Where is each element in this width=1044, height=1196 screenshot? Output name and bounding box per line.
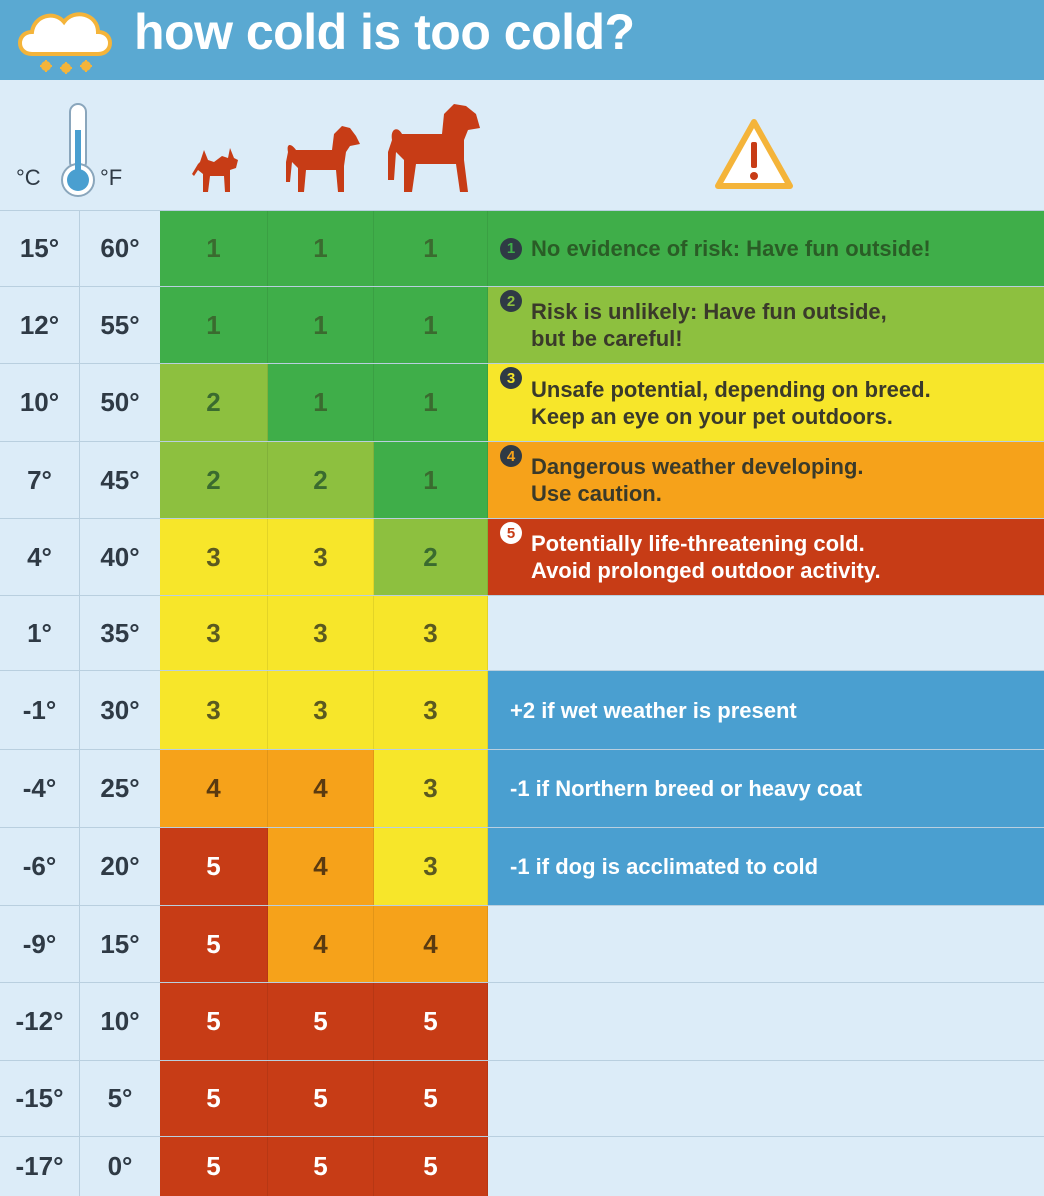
medium-dog-risk-cell: 4	[268, 828, 374, 905]
medium-dog-risk-cell: 2	[268, 442, 374, 518]
small-dog-risk-cell: 5	[160, 906, 268, 982]
table-row	[0, 905, 1044, 982]
small-dog-risk-cell: 1	[160, 211, 268, 286]
celsius-cell: -1°	[0, 671, 80, 749]
table-row	[0, 363, 1044, 441]
celsius-cell: -15°	[0, 1061, 80, 1136]
modifier-note: -1 if Northern breed or heavy coat	[488, 750, 1044, 827]
large-dog-risk-cell: 1	[374, 442, 488, 518]
modifier-note: -1 if dog is acclimated to cold	[488, 828, 1044, 905]
medium-dog-risk-cell: 3	[268, 519, 374, 595]
fahrenheit-cell: 45°	[80, 442, 160, 518]
fahrenheit-cell: 10°	[80, 983, 160, 1060]
large-dog-risk-cell: 1	[374, 364, 488, 441]
small-dog-risk-cell: 4	[160, 750, 268, 827]
modifier-note: +2 if wet weather is present	[488, 671, 1044, 749]
medium-dog-icon	[284, 122, 362, 196]
table-row	[0, 518, 1044, 595]
celsius-cell: 12°	[0, 287, 80, 363]
large-dog-risk-cell: 5	[374, 983, 488, 1060]
fahrenheit-cell: 50°	[80, 364, 160, 441]
legend-text: Potentially life-threatening cold. Avoid prolonged outdoor activity.	[531, 531, 881, 583]
medium-dog-risk-cell: 1	[268, 211, 374, 286]
fahrenheit-cell: 20°	[80, 828, 160, 905]
table-row	[0, 595, 1044, 670]
small-dog-risk-cell: 5	[160, 983, 268, 1060]
celsius-cell: -12°	[0, 983, 80, 1060]
celsius-cell: -17°	[0, 1137, 80, 1196]
legend-level-3	[488, 364, 1044, 441]
celsius-cell: -4°	[0, 750, 80, 827]
large-dog-risk-cell: 5	[374, 1061, 488, 1136]
legend-level-5	[488, 519, 1044, 595]
medium-dog-risk-cell: 5	[268, 983, 374, 1060]
fahrenheit-cell: 55°	[80, 287, 160, 363]
small-dog-risk-cell: 3	[160, 519, 268, 595]
table-row	[0, 827, 1044, 905]
header-bar	[0, 0, 1044, 80]
fahrenheit-cell: 15°	[80, 906, 160, 982]
large-dog-risk-cell: 5	[374, 1137, 488, 1196]
medium-dog-risk-cell: 1	[268, 287, 374, 363]
snow-cloud-icon	[10, 2, 122, 76]
fahrenheit-cell: 40°	[80, 519, 160, 595]
table-row	[0, 210, 1044, 286]
legend-text: Risk is unlikely: Have fun outside, but be careful!	[531, 299, 887, 351]
celsius-cell: 4°	[0, 519, 80, 595]
table-row	[0, 286, 1044, 363]
page-title: how cold is too cold?	[134, 4, 635, 60]
legend-text: No evidence of risk: Have fun outside!	[531, 236, 931, 261]
legend-level-4	[488, 442, 1044, 518]
medium-dog-risk-cell: 3	[268, 596, 374, 670]
fahrenheit-unit-label: °F	[100, 165, 123, 190]
large-dog-risk-cell: 3	[374, 596, 488, 670]
legend-number-badge: 5	[500, 522, 522, 544]
large-dog-risk-cell: 3	[374, 828, 488, 905]
fahrenheit-cell: 25°	[80, 750, 160, 827]
small-dog-risk-cell: 2	[160, 442, 268, 518]
medium-dog-risk-cell: 5	[268, 1061, 374, 1136]
celsius-unit-label: °C	[16, 165, 41, 190]
large-dog-icon	[386, 100, 482, 196]
large-dog-risk-cell: 3	[374, 750, 488, 827]
table-row	[0, 749, 1044, 827]
celsius-cell: 7°	[0, 442, 80, 518]
celsius-cell: 10°	[0, 364, 80, 441]
fahrenheit-cell: 60°	[80, 211, 160, 286]
celsius-cell: -9°	[0, 906, 80, 982]
legend-number-badge: 3	[500, 367, 522, 389]
fahrenheit-cell: 30°	[80, 671, 160, 749]
legend-number-badge: 1	[500, 238, 522, 260]
medium-dog-risk-cell: 5	[268, 1137, 374, 1196]
legend-number-badge: 4	[500, 445, 522, 467]
small-dog-risk-cell: 5	[160, 828, 268, 905]
thermometer-icon	[56, 100, 100, 200]
medium-dog-risk-cell: 4	[268, 750, 374, 827]
fahrenheit-cell: 0°	[80, 1137, 160, 1196]
table-row	[0, 441, 1044, 518]
large-dog-risk-cell: 3	[374, 671, 488, 749]
table-row	[0, 1136, 1044, 1196]
small-dog-risk-cell: 2	[160, 364, 268, 441]
table-row	[0, 982, 1044, 1060]
legend-text: Unsafe potential, depending on breed. Keep an eye on your pet outdoors.	[531, 376, 931, 429]
small-dog-risk-cell: 3	[160, 671, 268, 749]
large-dog-risk-cell: 4	[374, 906, 488, 982]
fahrenheit-cell: 35°	[80, 596, 160, 670]
legend-level-2	[488, 287, 1044, 363]
large-dog-risk-cell: 1	[374, 287, 488, 363]
small-dog-risk-cell: 1	[160, 287, 268, 363]
celsius-cell: 15°	[0, 211, 80, 286]
warning-triangle-icon	[714, 118, 794, 190]
celsius-cell: -6°	[0, 828, 80, 905]
medium-dog-risk-cell: 1	[268, 364, 374, 441]
medium-dog-risk-cell: 4	[268, 906, 374, 982]
table-row	[0, 1060, 1044, 1136]
column-header-row	[0, 80, 1044, 210]
large-dog-risk-cell: 1	[374, 211, 488, 286]
table-row	[0, 670, 1044, 749]
large-dog-risk-cell: 2	[374, 519, 488, 595]
legend-number-badge: 2	[500, 290, 522, 312]
legend-level-1	[488, 211, 1044, 286]
small-dog-risk-cell: 5	[160, 1137, 268, 1196]
small-dog-risk-cell: 5	[160, 1061, 268, 1136]
legend-text: Dangerous weather developing. Use caution.	[531, 454, 864, 506]
medium-dog-risk-cell: 3	[268, 671, 374, 749]
fahrenheit-cell: 5°	[80, 1061, 160, 1136]
small-dog-icon	[192, 140, 244, 196]
celsius-cell: 1°	[0, 596, 80, 670]
small-dog-risk-cell: 3	[160, 596, 268, 670]
